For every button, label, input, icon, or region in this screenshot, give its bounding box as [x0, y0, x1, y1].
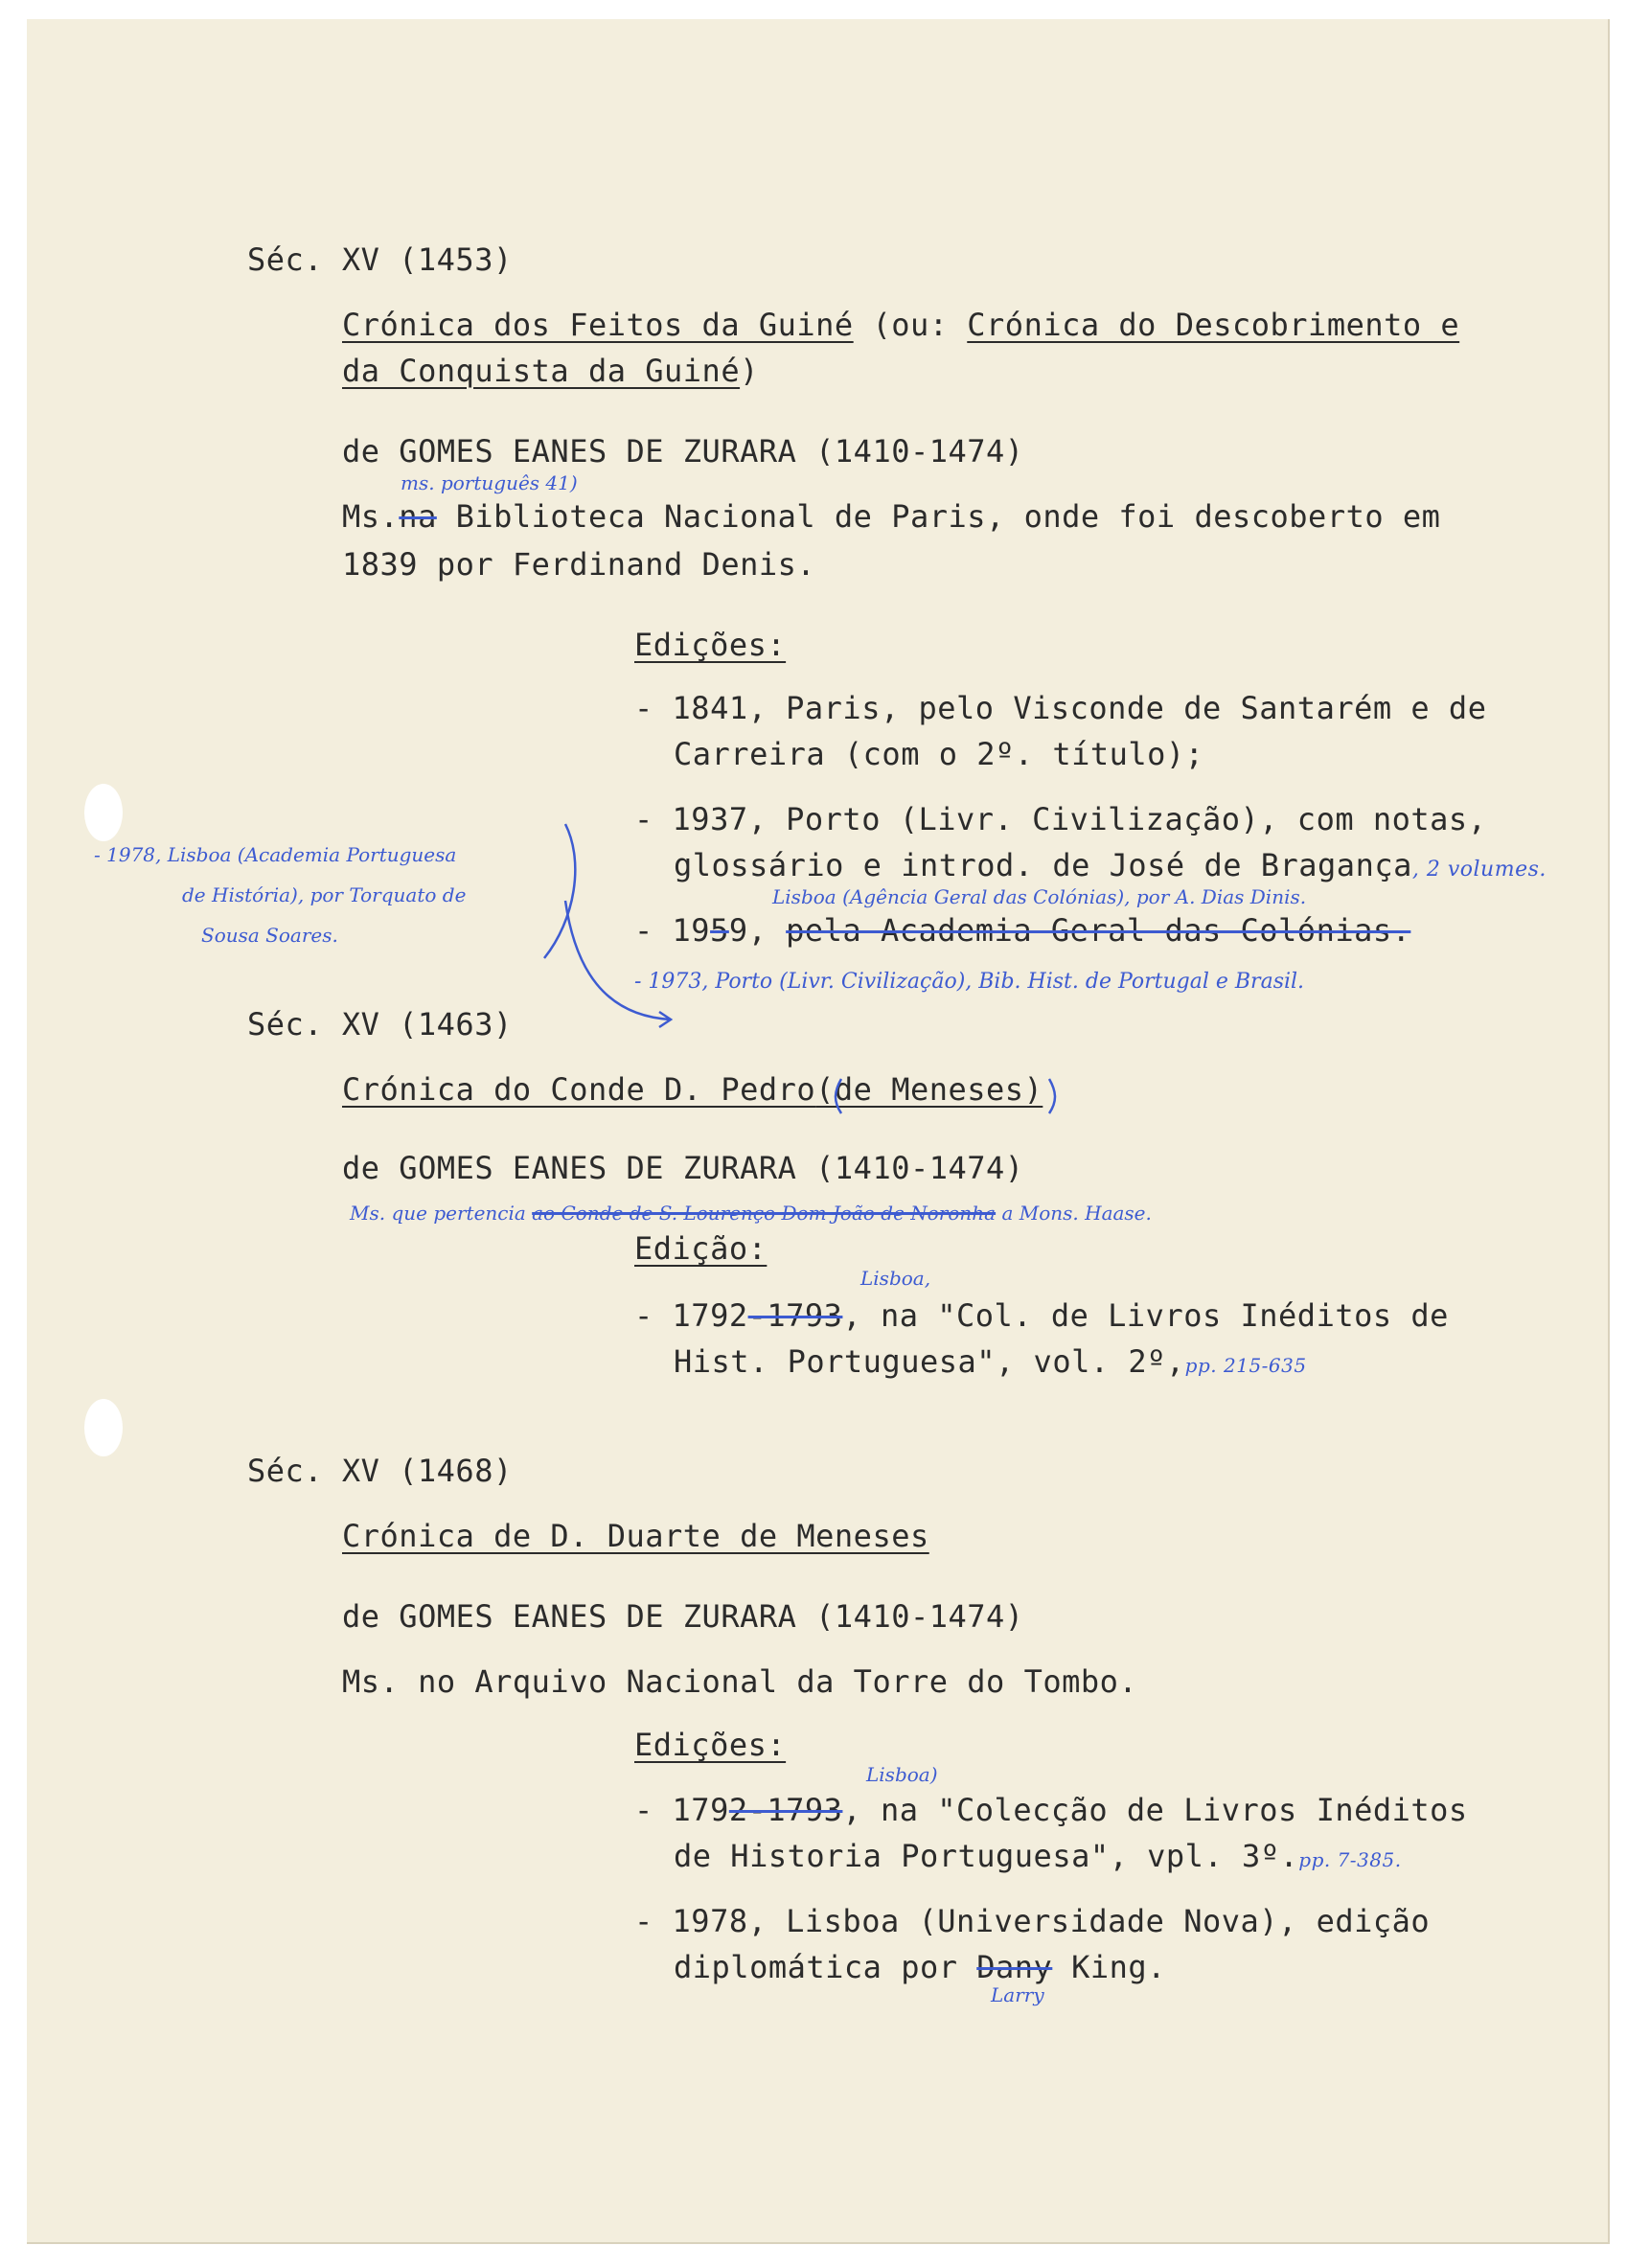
edition3-struck: pela Academia Geral das Colónias.: [786, 912, 1411, 949]
ms-insert-note: ms. português 41): [401, 471, 578, 494]
entry-century: Séc. XV (1463): [247, 1006, 513, 1042]
entry-ms-line2: 1839 por Ferdinand Denis.: [342, 546, 816, 583]
edition1-line2: de Historia Portuguesa", vpl. 3º.: [674, 1838, 1299, 1874]
entry-century: Séc. XV (1468): [247, 1453, 513, 1489]
edition2-prefix: diplomática por: [674, 1949, 977, 1985]
title-bracket-close: [1049, 1079, 1055, 1113]
duarte-pages-note: pp. 7-385.: [1298, 1848, 1402, 1871]
editions-heading: Edições:: [634, 1727, 787, 1763]
title-main: Crónica do Conde D. Pedro: [342, 1071, 816, 1108]
title-close: ): [740, 353, 759, 389]
edition2-text: glossário e introd. de José de Bragança: [674, 847, 1412, 883]
edition-line: Carreira (com o 2º. título);: [674, 736, 1204, 772]
conde-note-end: a Mons. Haase.: [996, 1202, 1152, 1225]
larry-note: Larry: [991, 1983, 1044, 2006]
title-part1: Crónica dos Feitos da Guiné: [342, 307, 854, 343]
edition3-suffix: 9,: [728, 912, 787, 949]
margin-note-line3: Sousa Soares.: [201, 924, 338, 947]
margin-note-line2: de História), por Torquato de: [182, 883, 467, 906]
ms-struck: na: [399, 498, 437, 535]
edition-line: - 1937, Porto (Livr. Civilização), com notas,: [634, 801, 1487, 837]
ms-rest: Biblioteca Nacional de Paris, onde foi descoberto em: [436, 498, 1441, 535]
entry-author: de GOMES EANES DE ZURARA (1410-1474): [342, 433, 1024, 470]
entry-title: Crónica de D. Duarte de Meneses: [342, 1518, 929, 1554]
edition1-prefix: - 1792: [634, 1297, 748, 1334]
edition2-addition: , 2 volumes.: [1411, 858, 1547, 882]
conde-pages-note: pp. 215-635: [1184, 1354, 1307, 1377]
edition1-rest: , na "Col. de Livros Inéditos de: [842, 1297, 1449, 1334]
entry-author: de GOMES EANES DE ZURARA (1410-1474): [342, 1150, 1024, 1186]
margin-bracket-stroke: [544, 824, 575, 958]
conde-note-struck: ao Conde de S. Lourenço Dom João de Noronha: [532, 1202, 997, 1225]
edition4-note: - 1973, Porto (Livr. Civilização), Bib. Hist. de Portugal e Brasil.: [634, 970, 1305, 994]
title-part2: Crónica do Descobrimento e: [967, 307, 1460, 343]
title-sep: (ou:: [853, 307, 968, 343]
edition-line: - 1841, Paris, pelo Visconde de Santarém e de: [634, 690, 1487, 726]
conde-note-start: Ms. que pertencia: [350, 1202, 533, 1225]
title-extra: (de Meneses): [815, 1071, 1043, 1108]
title-bracket-open: [836, 1079, 841, 1113]
edition1-rest: , na "Colecção de Livros Inéditos: [842, 1792, 1468, 1828]
title-line2: da Conquista da Guiné: [342, 353, 741, 389]
entry-author: de GOMES EANES DE ZURARA (1410-1474): [342, 1598, 1024, 1635]
lisboa-insert-1: Lisboa,: [860, 1267, 931, 1290]
edition3-insert-note: Lisboa (Agência Geral das Colónias), por A. Dias Dinis.: [772, 885, 1307, 908]
edition-heading: Edição:: [634, 1230, 768, 1267]
edition1-prefix: - 179: [634, 1792, 729, 1828]
lisboa-insert-2: Lisboa): [866, 1763, 938, 1786]
edition1-struck: -1793: [747, 1297, 843, 1334]
editions-heading: Edições:: [634, 627, 787, 663]
ms-prefix: Ms.: [342, 498, 400, 535]
insert-arrow-stroke: [565, 901, 671, 1019]
edition1-line2: Hist. Portuguesa", vol. 2º,: [674, 1343, 1185, 1380]
edition1-struck: 2-1793: [728, 1792, 843, 1828]
entry-century: Séc. XV (1453): [247, 241, 513, 278]
margin-note-line1: - 1978, Lisboa (Academia Portuguesa: [94, 843, 457, 866]
edition2-suffix: King.: [1052, 1949, 1166, 1985]
edition3-prefix: - 19: [634, 912, 711, 949]
edition-line: - 1978, Lisboa (Universidade Nova), edição: [634, 1903, 1431, 1939]
edition3-digit: 5: [710, 912, 729, 949]
edition2-struck: Dany: [976, 1949, 1053, 1985]
entry-ms: Ms. no Arquivo Nacional da Torre do Tombo.: [342, 1663, 1138, 1700]
